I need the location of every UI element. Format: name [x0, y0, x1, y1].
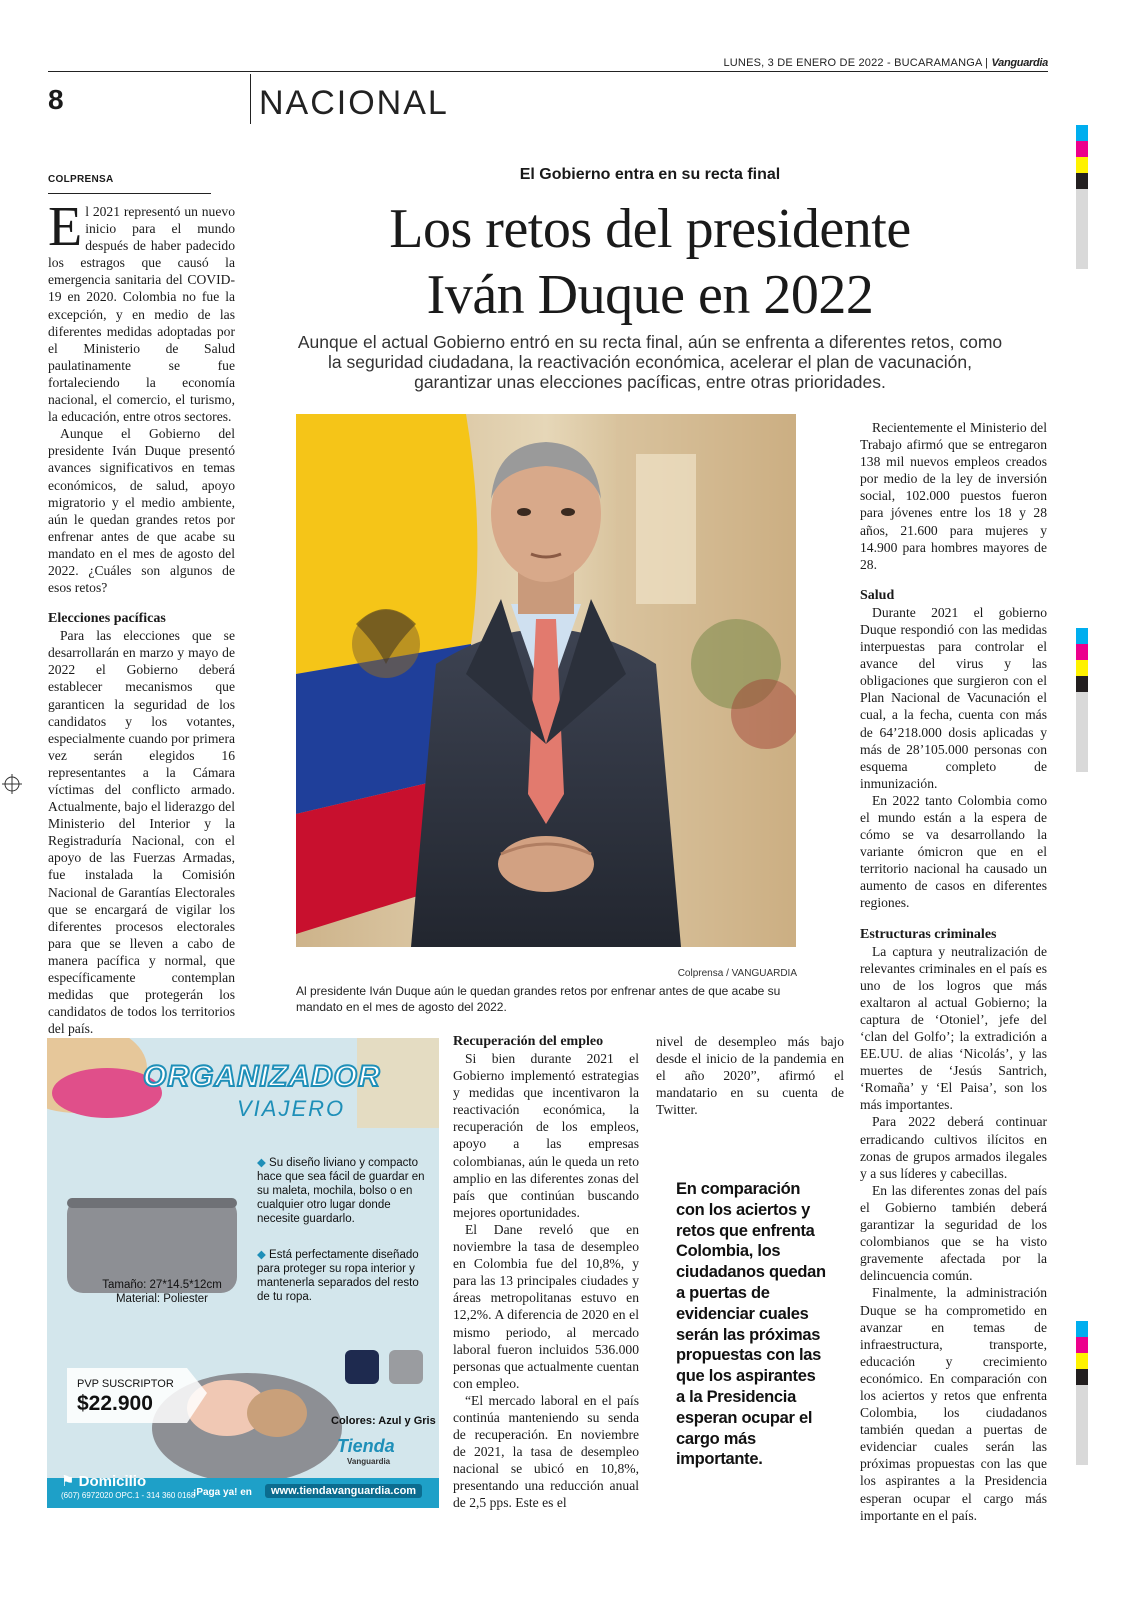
header-rule: [48, 71, 1048, 72]
headline-line-1: Los retos del presidente: [389, 198, 911, 260]
registration-colorbar-top: [1076, 125, 1088, 270]
headline-line-2: Iván Duque en 2022: [426, 264, 874, 326]
ad-price: $22.900: [77, 1392, 153, 1415]
subhead-salud: Salud: [860, 587, 895, 603]
paragraph: El Dane reveló que en noviembre la tasa de desempleo en Colombia fue del 10,8%, y para las 13 principales ciudades y áreas metropolitanas estuvo en 12,2%. A diferencia de 2020 en el mismo periodo, al mercado laboral fueron incluidos 536.000 personas que actualmente cuentan con empleo.: [453, 1221, 639, 1391]
section-divider: [250, 74, 251, 124]
store-url-link[interactable]: www.tiendavanguardia.com: [265, 1484, 422, 1498]
middle-column-2: [656, 1033, 844, 1118]
ad-phones: (607) 6972020 OPC.1 - 314 360 0168: [61, 1491, 196, 1500]
lead-paragraph: El 2021 representó un nuevo inicio para el mundo después de haber padecido los estragos que causó la emergencia sanitaria del COVID-19 en 2020. Colombia no fue la excepción, y en medio de las diferentes medidas adoptadas por el Ministerio de Salud paulatinamente se fue fortaleciendo la economía nacional, el comercio, el turismo, la educación, entre otros sectores.: [48, 196, 235, 425]
ad-subtitle: VIAJERO: [237, 1096, 346, 1121]
paragraph: nivel de desempleo más bajo desde el inicio de la pandemia en el año 2020”, afirmó el mandatario en su cuenta de Twitter.: [656, 1034, 844, 1118]
store-logo: Tienda: [337, 1436, 395, 1456]
subhead-recuperacion-empleo: Recuperación del empleo: [453, 1034, 604, 1049]
photo-caption: Al presidente Iván Duque aún le quedan grandes retos por enfrenar antes de que acabe su mandato en el mes de agosto del 2022.: [296, 984, 781, 1014]
paragraph: Durante 2021 el gobierno Duque respondió con las medidas interpuestas para controlar el avance del virus y las obligaciones que surgieron con el Plan Nacional de Vacunación el cual, a la fecha, cuenta con más de 64’218.000 dosis aplicadas y más de 28’105.000 personas con esquema completo de inmunización.: [860, 604, 1047, 791]
date-text: LUNES, 3 DE ENERO DE 2022 - BUCARAMANGA: [723, 57, 982, 69]
ad-bullet-2: ◆ Está perfectamente diseñado para proteger su ropa interior y mantenerla separados del resto de tu ropa.: [257, 1249, 419, 1303]
deck: Aunque el actual Gobierno entró en su recta final, aún se enfrenta a diferentes retos, como la seguridad ciudadana, la reactivación económica, acelerar el plan de vacunación, garantizar unas elecciones pacíficas, entre otras prioridades.: [297, 332, 1003, 392]
paragraph: “El mercado laboral en el país continúa manteniendo su senda de recuperación. En noviembre de 2021, la tasa de desempleo nacional se ubicó en 10,8%, presentando una reducción anual de 2,5 pps. Este es el: [453, 1392, 639, 1511]
store-logo-sub: Vanguardia: [347, 1457, 391, 1466]
headline: [255, 196, 1045, 328]
paragraph: En las diferentes zonas del país el Gobierno también deberá garantizar la seguridad de los colombianos que se ha visto gravemente afectada por la delincuencia común.: [860, 1182, 1047, 1284]
ad-specs: [87, 1278, 237, 1306]
paragraph: Finalmente, la administración Duque se ha comprometido en avanzar en temas de infraestructura, transporte, educación y crecimiento económico. En comparación con los aciertos y retos que enfrenta Colombia, los ciudadanos también quedan a puertas de evidenciar cuales serán las próximas propuestas con las que los aspirantes a la Presidencia esperan ocupar el cargo más importante en el país.: [860, 1285, 1047, 1523]
president-photo: [296, 414, 796, 947]
paragraph: Aunque el Gobierno del presidente Iván Duque presentó avances significativos en temas económicos, de salud, apoyo migratorio y el medio ambiente, aún le quedan grandes retos por enfrenar antes de que acabe su mandato en el mes de agosto del 2022. ¿Cuáles son algunos de esos retos?: [48, 426, 235, 596]
page-number: 8: [48, 84, 64, 115]
dropcap: E: [48, 196, 83, 258]
pay-label: ¡Paga ya! en: [193, 1487, 252, 1498]
brand-logo: Vanguardia: [991, 57, 1048, 69]
ad-colors: Colores: Azul y Gris: [331, 1415, 436, 1427]
motorcycle-icon: ⚑: [61, 1473, 79, 1490]
ad-material: Material: Poliester: [115, 1293, 209, 1305]
delivery-label: ⚑ Domicilio: [61, 1473, 147, 1490]
paragraph: Para las elecciones que se desarrollarán en marzo y mayo de 2022 el Gobierno deberá establecer mecanismos que garanticen la seguridad de los candidatos y los votantes, especialmente cuando por primera vez serán elegidos 16 representantes a la Cámara víctimas del conflicto armado. Actualmente, bajo el liderazgo del Ministerio del Interior y la Registraduría Nacional, con el apoyo de las Fuerzas Armadas, fue instalada la Comisión Nacional de Garantías Electorales que se encargará de vigilar los diferentes procesos electorales para que se lleven a cabo de manera pacífica y normal, que específicamente contemplan medidas que protegerán los candidatos de todos los territorios del país.: [48, 628, 235, 1037]
kicker: El Gobierno entra en su recta final: [519, 166, 781, 183]
paragraph: Para 2022 deberá continuar erradicando cultivos ilícitos en zonas de grupos armados ilegales y a sus líderes y cabecillas.: [860, 1114, 1047, 1181]
subhead-estructuras-criminales: Estructuras criminales: [860, 926, 997, 942]
paragraph: En 2022 tanto Colombia como el mundo están a la espera de cómo se va desarrollando la variante ómicron que en el territorio nacional ha causado un aumento de casos en diferentes regiones.: [860, 792, 1047, 911]
ad-title: ORGANIZADOR: [143, 1060, 381, 1093]
right-column: [860, 419, 1047, 1524]
bullet-icon: ◆: [257, 1157, 270, 1169]
left-column: [48, 196, 235, 1037]
registration-crosshair-icon: [2, 774, 22, 794]
advertisement[interactable]: [47, 1038, 439, 1508]
subhead-elecciones: Elecciones pacíficas: [48, 611, 166, 627]
bullet-icon: ◆: [257, 1249, 270, 1261]
photo-credit: Colprensa / VANGUARDIA: [677, 968, 797, 979]
paragraph: Si bien durante 2021 el Gobierno implementó estrategias y medidas que incentivaron la reactivación económica, la recuperación de los empleos, apoyo a las empresas colombianas, aún le queda un reto amplio en las diferentes zonas del país que continúan buscando mejores oportunidades.: [453, 1051, 639, 1220]
date-line: LUNES, 3 DE ENERO DE 2022 - BUCARAMANGA | Vanguardia: [723, 57, 1048, 69]
section-name: NACIONAL: [259, 84, 449, 122]
registration-colorbar-bottom: [1076, 1321, 1088, 1466]
byline-rule: [48, 193, 211, 194]
pull-quote: En comparación con los aciertos y retos que enfrenta Colombia, los ciudadanos quedan a puertas de evidenciar cuales serán las próximas propuestas con las que los aspirantes a la Presidencia esperan ocupar el cargo más importante.: [676, 1180, 826, 1469]
ad-size: Tamaño: 27*14.5*12cm: [102, 1279, 222, 1291]
ad-bullet-1: ◆ Su diseño liviano y compacto hace que sea fácil de guardar en su maleta, mochila, bolso o en cualquier otro lugar donde necesite guardarlo.: [257, 1157, 425, 1225]
ad-price-label: PVP SUSCRIPTOR: [77, 1378, 174, 1390]
paragraph: La captura y neutralización de relevantes criminales en el país es uno de los logros que más exaltaron al actual Gobierno; la captura de ‘Otoniel’, jefe del ‘clan del Golfo’; la extradición a EE.UU. de alias ‘Nicolás’, y las muertes de ‘Jesús Santrich, ‘Romaña’ y ‘El Paisa’, son los más importantes.: [860, 943, 1047, 1113]
byline: COLPRENSA: [48, 174, 114, 185]
middle-column-1: [453, 1033, 639, 1512]
paragraph: Recientemente el Ministerio del Trabajo afirmó que se entregaron 138 mil nuevos empleos creados por medio de la ley de inversión social, 102.000 puestos fueron para jóvenes entre los 18 y 28 años, 21.600 para mujeres y 14.900 para hombres mayores de 28.: [860, 420, 1047, 572]
registration-colorbar-mid: [1076, 628, 1088, 773]
